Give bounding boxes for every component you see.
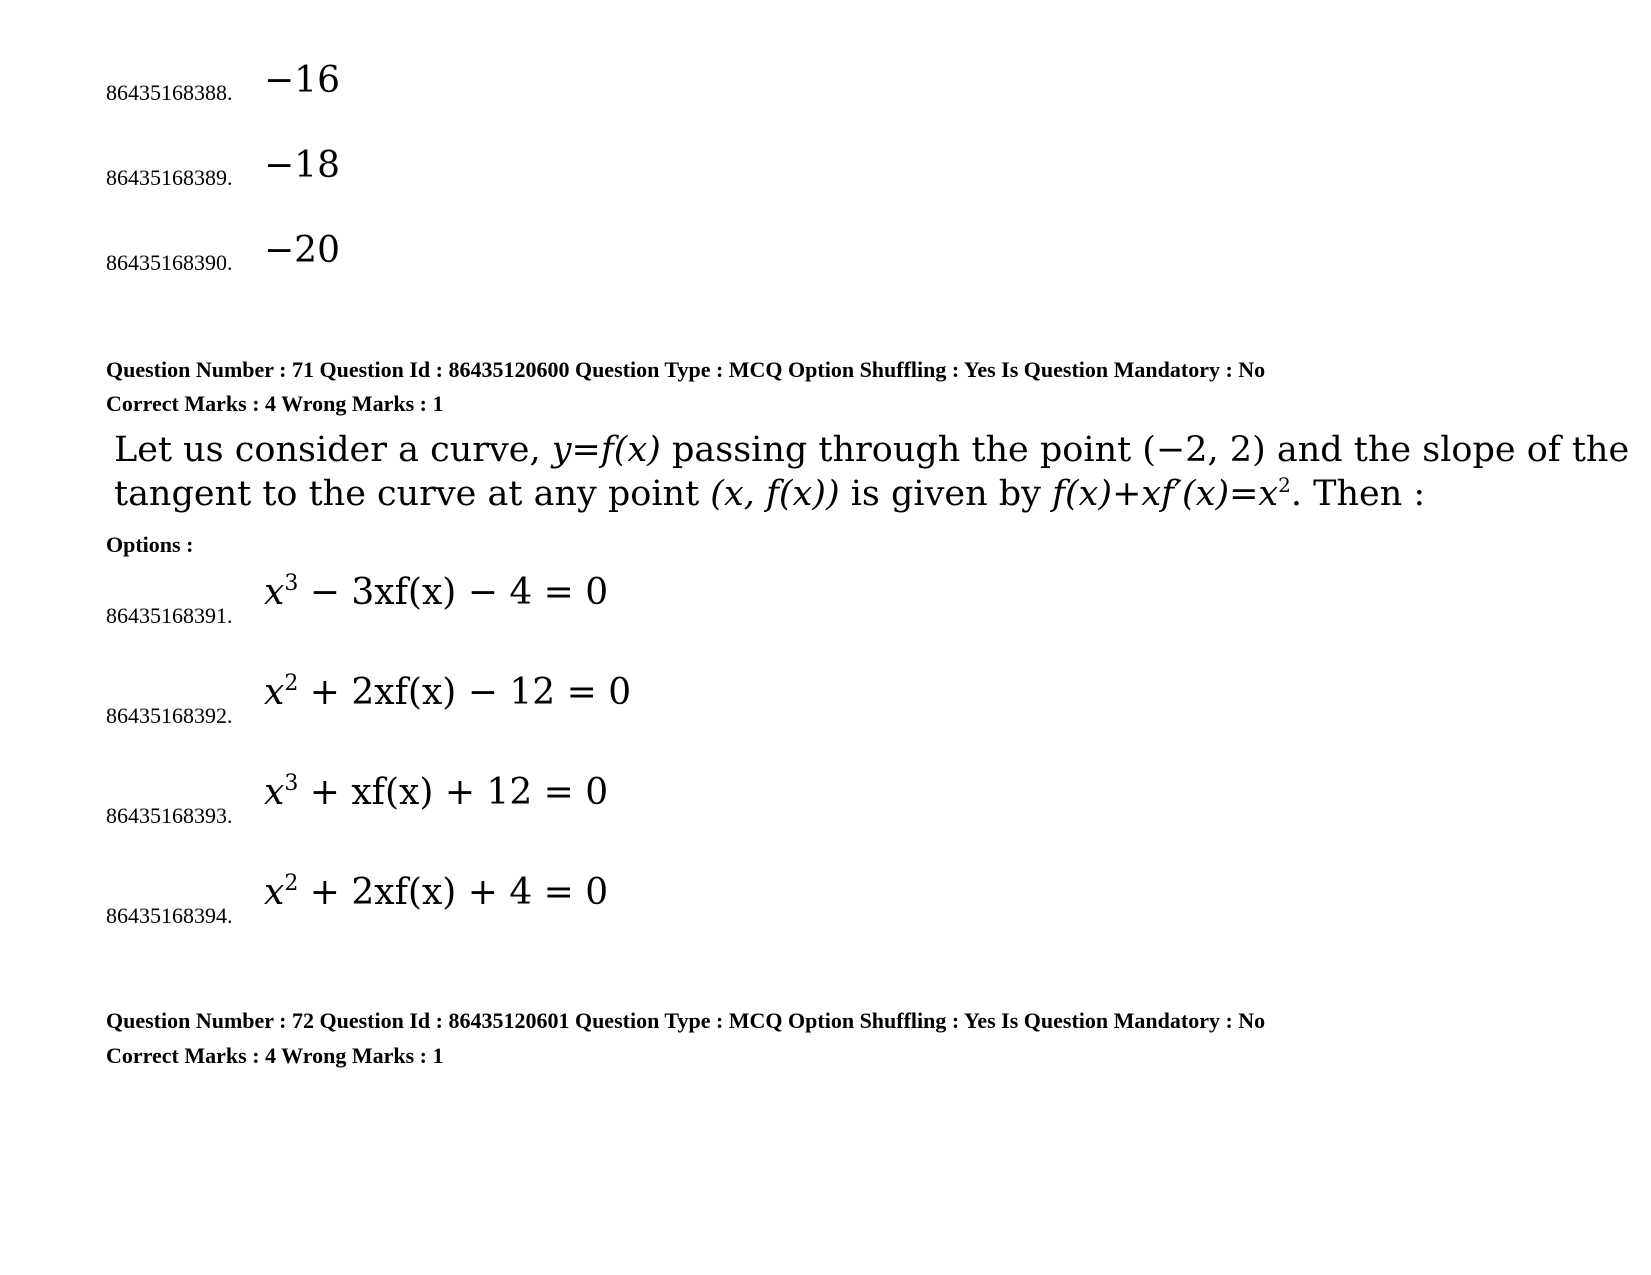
option-equation: $x^3 - 3xf(x) - 4 = 0$ <box>264 571 609 613</box>
option-value: −20 <box>264 230 340 271</box>
option-id: 86435168391. <box>106 603 233 628</box>
option-id: 86435168388. <box>106 80 233 105</box>
option-equation: $x^2 + 2xf(x) + 4 = 0$ <box>264 871 609 913</box>
question-marks: Correct Marks : 4 Wrong Marks : 1 <box>106 1043 444 1068</box>
option-value: −16 <box>264 60 340 101</box>
question-header: Question Number : 72 Question Id : 86435120601 Question Type : MCQ Option Shuffling : Yes Is Question Mandatory : No <box>106 1008 1266 1033</box>
option-id: 86435168389. <box>106 165 233 190</box>
option-id: 86435168390. <box>106 250 233 275</box>
option-equation: $x^2 + 2xf(x) - 12 = 0$ <box>264 671 632 713</box>
option-value: −18 <box>264 145 340 186</box>
option-equation: $x^3 + xf(x) + 12 = 0$ <box>264 771 609 813</box>
option-id: 86435168392. <box>106 703 233 728</box>
question-header: Question Number : 71 Question Id : 86435120600 Question Type : MCQ Option Shuffling : Yes Is Question Mandatory : No <box>106 357 1266 382</box>
option-id: 86435168394. <box>106 903 233 928</box>
option-id: 86435168393. <box>106 803 233 828</box>
question-text-line-1: Let us consider a curve, y=f(x) passing through the point (−2, 2) and the slope of the <box>114 430 1630 470</box>
question-text-line-2: tangent to the curve at any point (x, f(x)) is given by $f(x)+xf'(x)=x^2$. Then : <box>114 473 1426 514</box>
options-label: Options : <box>106 532 194 557</box>
question-marks: Correct Marks : 4 Wrong Marks : 1 <box>106 391 444 416</box>
